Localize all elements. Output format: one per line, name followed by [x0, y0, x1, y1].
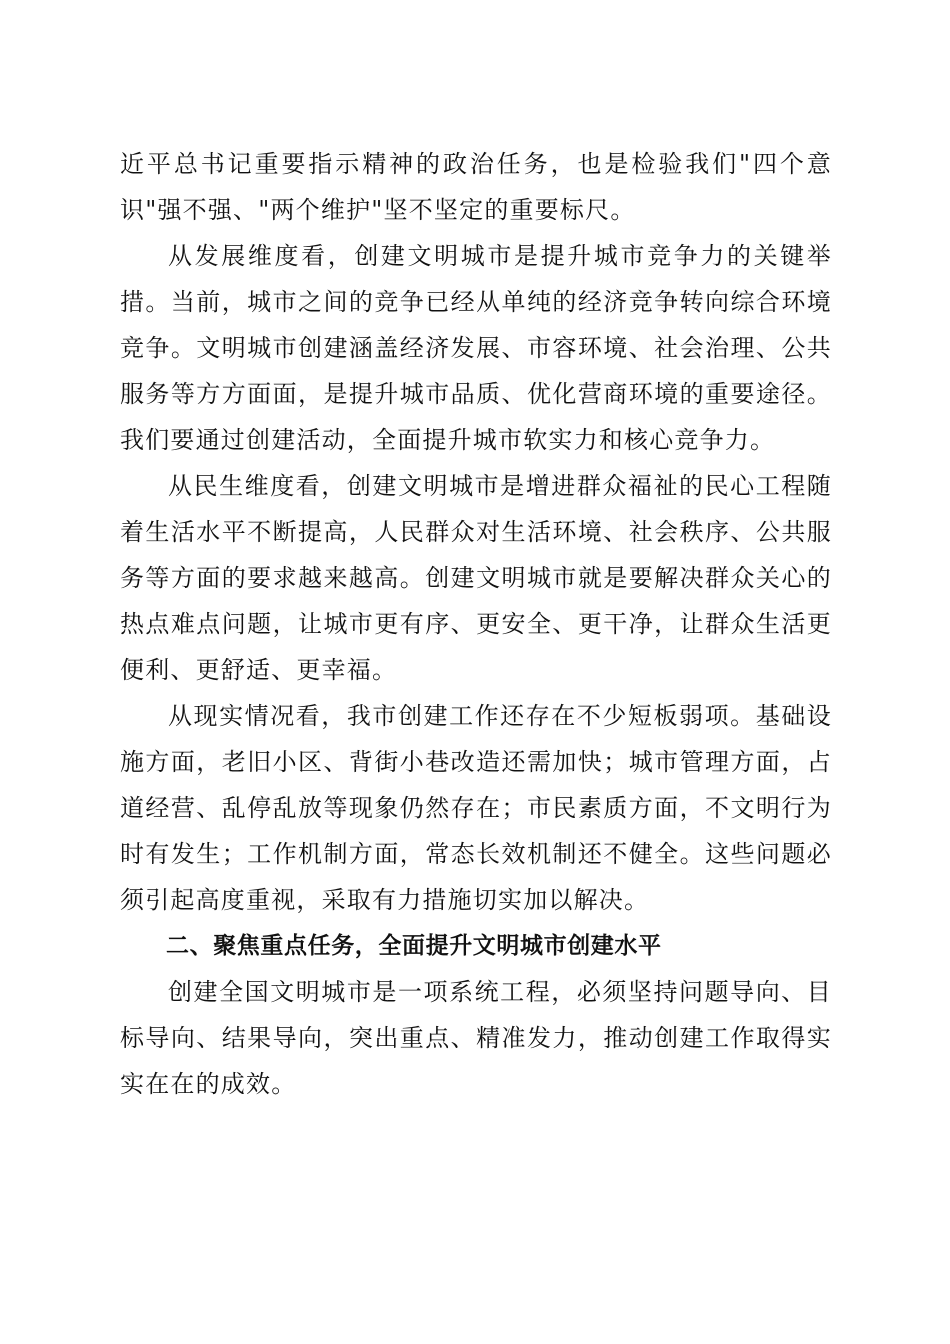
document-body: [120, 141, 832, 1107]
paragraph-development-dimension: 从发展维度看，创建文明城市是提升城市竞争力的关键举措。当前，城市之间的竞争已经从单纯的经济竞争转向综合环境竞争。文明城市创建涵盖经济发展、市容环境、社会治理、公共服务等方方面面，是提升城市品质、优化营商环境的重要途径。我们要通过创建活动，全面提升城市软实力和核心竞争力。: [120, 242, 832, 454]
paragraph-livelihood-dimension: 从民生维度看，创建文明城市是增进群众福祉的民心工程随着生活水平不断提高，人民群众对生活环境、社会秩序、公共服务等方面的要求越来越高。创建文明城市就是要解决群众关心的热点难点问题，让城市更有序、更安全、更干净，让群众生活更便利、更舒适、更幸福。: [120, 472, 832, 684]
section-heading: 二、聚焦重点任务，全面提升文明城市创建水平: [166, 933, 662, 959]
paragraph-section-intro: 创建全国文明城市是一项系统工程，必须坚持问题导向、目标导向、结果导向，突出重点、精准发力，推动创建工作取得实实在在的成效。: [120, 978, 832, 1098]
paragraph-current-situation: 从现实情况看，我市创建工作还存在不少短板弱项。基础设施方面，老旧小区、背街小巷改造还需加快；城市管理方面，占道经营、乱停乱放等现象仍然存在；市民素质方面，不文明行为时有发生；工作机制方面，常态长效机制还不健全。这些问题必须引起高度重视，采取有力措施切实加以解决。: [120, 702, 832, 914]
paragraph-continued: 近平总书记重要指示精神的政治任务，也是检验我们"四个意识"强不强、"两个维护"坚不坚定的重要标尺。: [120, 150, 832, 224]
